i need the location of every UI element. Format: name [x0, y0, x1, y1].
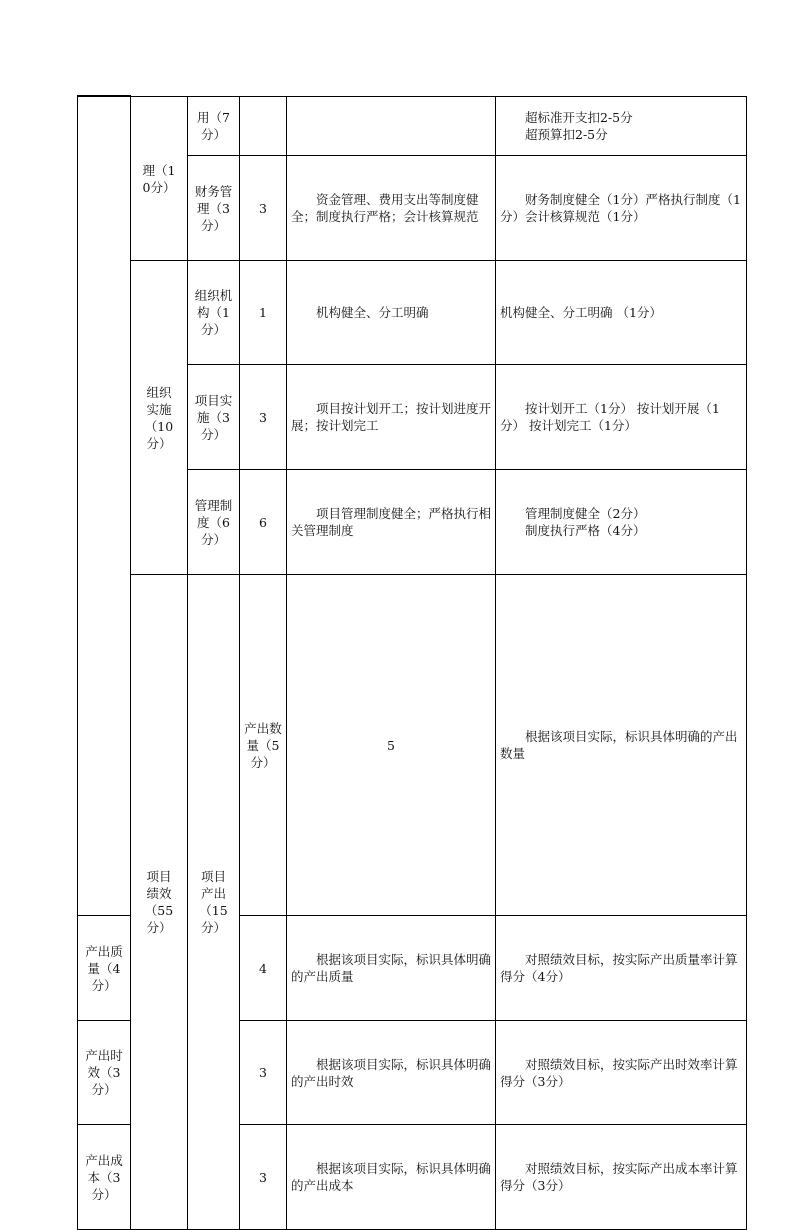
content-cell: [287, 97, 496, 156]
level2-cell: [131, 261, 188, 575]
level3-label: 产出时效（3分）: [85, 1048, 123, 1097]
level1-label: 项目绩效（55分）: [144, 869, 174, 935]
performance-scoring-table: [77, 96, 747, 1230]
criteria-cell: 财务制度健全（1分）严格执行制度（1分）会计核算规范（1分）: [496, 156, 747, 261]
criteria-line: 制度执行严格（4分）: [525, 523, 646, 538]
score-cell: 6: [240, 470, 287, 575]
criteria-cell: 按计划开工（1分） 按计划开展（1分） 按计划完工（1分）: [496, 365, 747, 470]
level3-cell: [240, 575, 287, 916]
table-row: [78, 575, 747, 916]
level3-label: 项目实施（3分）: [194, 392, 233, 442]
content-cell: 机构健全、分工明确: [287, 261, 496, 365]
criteria-cell: 机构健全、分工明确 （1分）: [496, 261, 747, 365]
level2-cell: [131, 97, 188, 261]
score-cell: 3: [240, 1125, 287, 1230]
score-cell: 4: [240, 916, 287, 1021]
content-cell: 根据该项目实际，标识具体明确的产出成本: [287, 1125, 496, 1230]
content-cell: 根据该项目实际，标识具体明确的产出质量: [287, 916, 496, 1021]
criteria-cell: [496, 470, 747, 575]
criteria-line: 超预算扣2-5分: [525, 127, 608, 142]
level3-cell: [188, 156, 240, 261]
level3-label: 用（7分）: [197, 110, 230, 142]
criteria-line: 管理制度健全（2分）: [525, 506, 646, 521]
criteria-line: 超标准开支扣2-5分: [525, 110, 633, 125]
content-cell: 项目按计划开工；按计划进度开展；按计划完工: [287, 365, 496, 470]
table-row: [78, 97, 747, 156]
level2-label: 项目产出（15分）: [199, 869, 228, 935]
content-cell: 根据该项目实际，标识具体明确的产出数量: [496, 575, 747, 916]
level2-label: 组织实施（10分）: [144, 384, 174, 451]
level3-cell: [188, 470, 240, 575]
level3-cell: [78, 1021, 131, 1125]
criteria-cell: 对照绩效目标，按实际产出时效率计算得分（3分）: [496, 1021, 747, 1125]
level3-label: 产出数量（5分）: [244, 720, 282, 770]
level2-cell: [188, 575, 240, 1230]
level3-label: 产出质量（4分）: [85, 943, 123, 993]
content-cell: 资金管理、费用支出等制度健全；制度执行严格；会计核算规范: [287, 156, 496, 261]
level1-cell: [78, 97, 131, 916]
table-row: [78, 261, 747, 365]
level3-cell: [78, 1125, 131, 1230]
content-cell: 根据该项目实际，标识具体明确的产出时效: [287, 1021, 496, 1125]
level3-cell: [78, 916, 131, 1021]
score-cell: [240, 97, 287, 156]
content-cell: 项目管理制度健全；严格执行相关管理制度: [287, 470, 496, 575]
score-cell: 3: [240, 1021, 287, 1125]
level1-cell: [131, 575, 188, 1230]
score-cell: 3: [240, 156, 287, 261]
level3-label: 管理制度（6分）: [194, 497, 233, 547]
level3-cell: [188, 365, 240, 470]
score-cell: 5: [287, 575, 496, 916]
level3-label: 产出成本（3分）: [85, 1152, 123, 1202]
level2-label: 理（10分）: [142, 162, 176, 195]
level3-cell: [188, 97, 240, 156]
criteria-cell: [496, 97, 747, 156]
level3-cell: [188, 261, 240, 365]
criteria-cell: 对照绩效目标，按实际产出成本率计算得分（3分）: [496, 1125, 747, 1230]
criteria-cell: 对照绩效目标，按实际产出质量率计算得分（4分）: [496, 916, 747, 1021]
score-cell: 3: [240, 365, 287, 470]
score-cell: 1: [240, 261, 287, 365]
level3-label: 组织机构（1分）: [194, 288, 233, 337]
level3-label: 财务管理（3分）: [194, 183, 233, 233]
